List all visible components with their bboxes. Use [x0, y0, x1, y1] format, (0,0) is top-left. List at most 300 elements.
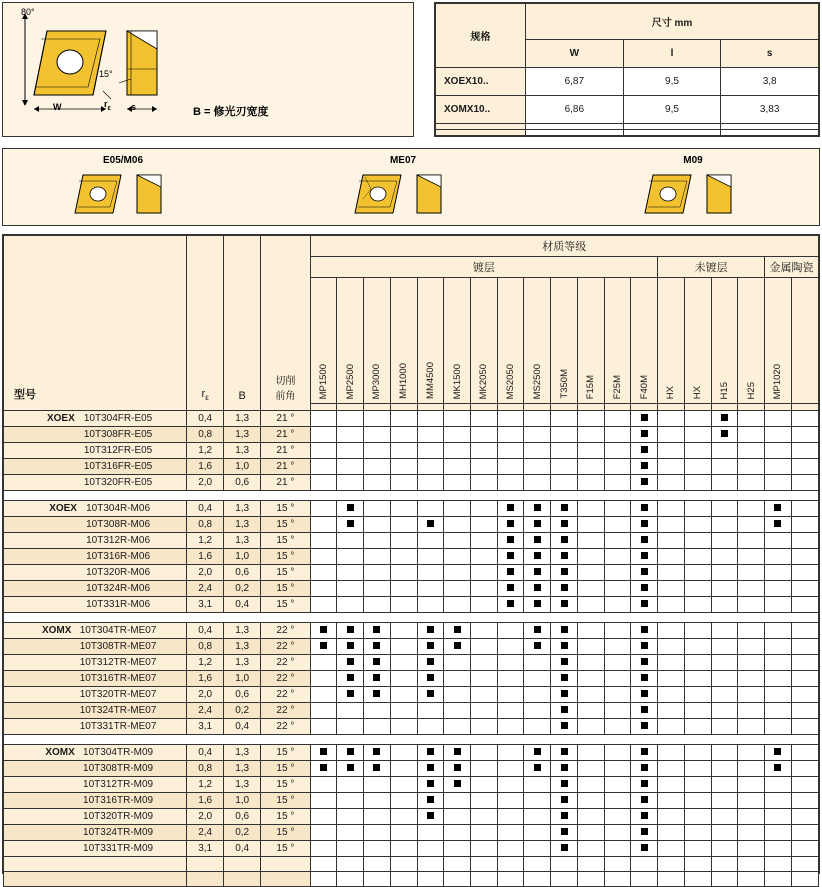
angle-80-label: 80° [21, 7, 35, 17]
cell-grade-mark [417, 719, 444, 735]
cell-grade-mark [417, 533, 444, 549]
cell-grade-mark [524, 793, 551, 809]
cell-grade-mark [497, 745, 524, 761]
cell-b: 1,3 [224, 533, 261, 549]
cell-grade-mark [444, 671, 471, 687]
grade-available-marker [561, 536, 568, 543]
cell-grade-mark [524, 703, 551, 719]
cell-grade-mark [310, 427, 337, 443]
cell-rake: 15 ° [261, 761, 310, 777]
grade-available-marker [454, 780, 461, 787]
grade-available-marker [561, 706, 568, 713]
cell-rake: 22 ° [261, 687, 310, 703]
cell-grade-mark [524, 872, 551, 887]
cell-type-designation: 10T312R-M06 [4, 533, 187, 549]
cell-type-designation: 10T316R-M06 [4, 549, 187, 565]
cell-grade-mark [604, 443, 631, 459]
grade-available-marker [774, 520, 781, 527]
cell-grade-mark [551, 597, 578, 613]
table-row[interactable] [4, 639, 819, 655]
cell-grade-mark [684, 623, 711, 639]
table-row[interactable] [4, 623, 819, 639]
cell-grade-mark [631, 581, 658, 597]
cell-grade-mark [390, 517, 417, 533]
cell-grade-mark [684, 443, 711, 459]
cell-grade-mark [658, 841, 685, 857]
cell-grade-mark [684, 517, 711, 533]
grade-available-marker [347, 658, 354, 665]
cell-grade-mark [497, 549, 524, 565]
cell-grade-mark [658, 687, 685, 703]
cell-grade-mark [417, 687, 444, 703]
cell-grade-mark [711, 687, 738, 703]
cell-grade-mark [444, 687, 471, 703]
grade-available-marker [347, 504, 354, 511]
cell-type-designation: 10T320TR-M09 [4, 809, 187, 825]
cell-grade-mark [364, 501, 391, 517]
cell-grade-mark [444, 655, 471, 671]
cell-grade-mark [524, 825, 551, 841]
cell-grade-mark [604, 517, 631, 533]
col-header-spacer [497, 404, 524, 411]
cell-b: 1,3 [224, 501, 261, 517]
cell-grade-mark [711, 841, 738, 857]
cell-corner-radius: 2,0 [187, 809, 224, 825]
grade-available-marker [373, 642, 380, 649]
angle-15-label: 15° [99, 69, 113, 79]
cell-grade-mark [444, 825, 471, 841]
cell-grade-mark [337, 671, 364, 687]
cell-grade-mark [417, 459, 444, 475]
cell-grade-mark [470, 597, 497, 613]
table-row[interactable] [4, 597, 819, 613]
cell-type-designation [4, 872, 187, 887]
table-row[interactable] [4, 549, 819, 565]
cell-b: 0,6 [224, 565, 261, 581]
grade-available-marker [427, 642, 434, 649]
cell-grade-mark [738, 655, 765, 671]
cell-grade-mark [390, 825, 417, 841]
cell-grade-mark [577, 793, 604, 809]
cell-grade-mark [604, 533, 631, 549]
cell-grade-mark [364, 671, 391, 687]
grade-available-marker [641, 520, 648, 527]
cell-grade-mark [337, 703, 364, 719]
cell-rake: 22 ° [261, 655, 310, 671]
cell-grade-mark [310, 825, 337, 841]
cell-grade-mark [551, 549, 578, 565]
cell-grade-mark [497, 623, 524, 639]
table-row[interactable] [4, 761, 819, 777]
cell-grade-mark [337, 443, 364, 459]
cell-grade-mark [738, 825, 765, 841]
cell-grade-mark [684, 793, 711, 809]
cell-grade-mark [364, 655, 391, 671]
cell-grade-mark [310, 671, 337, 687]
cell-grade-mark [631, 655, 658, 671]
cell-grade-mark [711, 475, 738, 491]
cell-grade-mark [711, 872, 738, 887]
cell-grade-mark [551, 581, 578, 597]
cell-grade-mark [684, 809, 711, 825]
cell-grade-mark [765, 411, 792, 427]
cell-rake: 15 ° [261, 809, 310, 825]
cell-grade-mark [337, 777, 364, 793]
cell-grade-mark [337, 793, 364, 809]
grade-available-marker [507, 520, 514, 527]
cell-b: 0,4 [224, 841, 261, 857]
cell-grade-mark [791, 533, 818, 549]
cell-grade-mark [684, 639, 711, 655]
cell-grade-mark [577, 475, 604, 491]
cell-type-designation: 10T320TR-ME07 [4, 687, 187, 703]
col-header-spacer [658, 404, 685, 411]
grade-available-marker [641, 446, 648, 453]
cell-grade-mark [791, 639, 818, 655]
cell-corner-radius: 1,2 [187, 443, 224, 459]
cell-grade-mark [310, 841, 337, 857]
grade-available-marker [347, 520, 354, 527]
cell-grade-mark [470, 777, 497, 793]
cell-grade-mark [497, 501, 524, 517]
table-row[interactable] [4, 581, 819, 597]
cell-grade-mark [390, 427, 417, 443]
cell-rake: 22 ° [261, 671, 310, 687]
cell-grade-mark [524, 719, 551, 735]
cell-grade-mark [711, 517, 738, 533]
grade-available-marker [641, 504, 648, 511]
cell-b: 1,3 [224, 427, 261, 443]
col-header-grade: MH1000 [390, 278, 417, 404]
cell-grade-mark [551, 719, 578, 735]
cell-grade-mark [765, 872, 792, 887]
cell-type-designation: 10T324TR-M09 [4, 825, 187, 841]
cell-grade-mark [658, 745, 685, 761]
cell-grade-mark [551, 459, 578, 475]
cell-type-designation: 10T316TR-ME07 [4, 671, 187, 687]
cell-grade-mark [524, 777, 551, 793]
cell-type-designation: XOMX 10T304TR-ME07 [4, 623, 187, 639]
cell-grade-mark [524, 581, 551, 597]
grade-available-marker [534, 626, 541, 633]
col-header-grade-group: 材质等级 [310, 236, 818, 257]
cell-grade-mark [470, 549, 497, 565]
cell-grade-mark [604, 719, 631, 735]
cell-grade-mark [791, 581, 818, 597]
cell-grade-mark [631, 745, 658, 761]
col-header-spacer [444, 404, 471, 411]
cell-grade-mark [551, 793, 578, 809]
col-header-cermet: 金属陶瓷 [765, 257, 819, 278]
col-header-grade: MK1500 [444, 278, 471, 404]
cell-grade-mark [444, 459, 471, 475]
grade-available-marker [373, 764, 380, 771]
table-row[interactable] [4, 793, 819, 809]
cell-grade-mark [631, 549, 658, 565]
cell-grade-mark [310, 872, 337, 887]
cell-grade-mark [551, 443, 578, 459]
cell-type-designation: 10T324R-M06 [4, 581, 187, 597]
spec-cell-s: 3,8 [721, 68, 819, 96]
cell-grade-mark [444, 549, 471, 565]
cell-grade-mark [791, 443, 818, 459]
grade-available-marker [454, 748, 461, 755]
cell-type-designation: 10T320FR-E05 [4, 475, 187, 491]
grade-selection-table-wrap [2, 234, 820, 874]
grade-available-marker [561, 642, 568, 649]
spec-col-s: s [721, 40, 819, 68]
col-header-spacer [604, 404, 631, 411]
cell-grade-mark [364, 841, 391, 857]
cell-grade-mark [390, 841, 417, 857]
table-row[interactable] [4, 687, 819, 703]
dim-r-label: $r_\varepsilon$ [104, 99, 111, 112]
cell-grade-mark [310, 411, 337, 427]
cell-grade-mark [631, 777, 658, 793]
grade-available-marker [641, 552, 648, 559]
grade-available-marker [561, 568, 568, 575]
cell-rake: 15 ° [261, 777, 310, 793]
table-row[interactable] [4, 501, 819, 517]
cell-type-designation: 10T308TR-M09 [4, 761, 187, 777]
cell-grade-mark [524, 655, 551, 671]
cell-grade-mark [310, 687, 337, 703]
cell-corner-radius: 3,1 [187, 841, 224, 857]
cell-grade-mark [310, 597, 337, 613]
cell-b: 0,6 [224, 809, 261, 825]
grade-available-marker [561, 600, 568, 607]
cell-grade-mark [631, 719, 658, 735]
cell-grade-mark [524, 687, 551, 703]
cell-type-designation: 10T331R-M06 [4, 597, 187, 613]
grade-available-marker [641, 414, 648, 421]
table-row[interactable] [4, 809, 819, 825]
cell-grade-mark [684, 777, 711, 793]
grade-available-marker [373, 658, 380, 665]
spec-cell-w: 6,86 [526, 96, 624, 124]
cell-grade-mark [364, 411, 391, 427]
cell-grade-mark [631, 501, 658, 517]
cell-grade-mark [765, 793, 792, 809]
cell-grade-mark [658, 623, 685, 639]
table-row[interactable] [4, 745, 819, 761]
table-row[interactable] [4, 565, 819, 581]
cell-grade-mark [738, 411, 765, 427]
cell-grade-mark [390, 501, 417, 517]
cell-grade-mark [631, 459, 658, 475]
cell-rake: 22 ° [261, 719, 310, 735]
cell-grade-mark [551, 809, 578, 825]
table-row[interactable] [4, 671, 819, 687]
cell-grade-mark [337, 475, 364, 491]
cell-corner-radius: 0,8 [187, 517, 224, 533]
cell-grade-mark [390, 581, 417, 597]
table-row[interactable] [4, 655, 819, 671]
cell-grade-mark [631, 533, 658, 549]
grade-available-marker [534, 642, 541, 649]
cell-grade-mark [470, 841, 497, 857]
cell-grade-mark [577, 761, 604, 777]
cell-grade-mark [551, 687, 578, 703]
cell-grade-mark [765, 581, 792, 597]
cell-grade-mark [577, 841, 604, 857]
col-header-type: 型号 [4, 236, 187, 411]
cell-empty [261, 857, 310, 872]
cell-grade-mark [497, 777, 524, 793]
cell-grade-mark [658, 719, 685, 735]
cell-grade-mark [604, 581, 631, 597]
table-row[interactable] [4, 703, 819, 719]
cell-grade-mark [577, 703, 604, 719]
cell-grade-mark [791, 411, 818, 427]
cell-grade-mark [711, 655, 738, 671]
grade-available-marker [427, 520, 434, 527]
cell-grade-mark [631, 597, 658, 613]
table-row[interactable] [4, 443, 819, 459]
cell-grade-mark [310, 857, 337, 872]
cell-grade-mark [577, 501, 604, 517]
cell-corner-radius: 0,8 [187, 639, 224, 655]
cell-grade-mark [791, 872, 818, 887]
spec-cell-w: 6,87 [526, 68, 624, 96]
cell-grade-mark [577, 443, 604, 459]
grade-available-marker [427, 812, 434, 819]
cell-grade-mark [417, 809, 444, 825]
cell-grade-mark [604, 459, 631, 475]
cell-grade-mark [524, 809, 551, 825]
dim-s-label: s [131, 102, 137, 112]
table-row[interactable] [4, 427, 819, 443]
cell-grade-mark [765, 517, 792, 533]
table-row[interactable] [4, 517, 819, 533]
table-row[interactable] [4, 777, 819, 793]
table-row[interactable] [4, 533, 819, 549]
cell-grade-mark [364, 745, 391, 761]
grade-available-marker [534, 520, 541, 527]
cell-grade-mark [577, 411, 604, 427]
table-row[interactable] [4, 411, 819, 427]
col-header-spacer [390, 404, 417, 411]
cell-grade-mark [470, 411, 497, 427]
grade-available-marker [534, 748, 541, 755]
cell-grade-mark [417, 597, 444, 613]
cell-grade-mark [658, 475, 685, 491]
cell-grade-mark [390, 745, 417, 761]
cell-grade-mark [765, 597, 792, 613]
table-row[interactable] [4, 841, 819, 857]
col-header-grade [791, 278, 818, 404]
geometry-label: E05/M06 [102, 155, 144, 166]
col-header-grade: MP2500 [337, 278, 364, 404]
grade-available-marker [347, 642, 354, 649]
cell-grade-mark [310, 517, 337, 533]
cell-grade-mark [524, 745, 551, 761]
geometry-strip-panel [2, 148, 820, 226]
cell-b: 1,3 [224, 443, 261, 459]
grade-available-marker [561, 626, 568, 633]
cell-type-designation: 10T320R-M06 [4, 565, 187, 581]
cell-grade-mark [337, 809, 364, 825]
cell-grade-mark [364, 761, 391, 777]
col-header-spacer [551, 404, 578, 411]
grade-available-marker [507, 568, 514, 575]
cell-grade-mark [390, 459, 417, 475]
spec-cell-l: 9,5 [623, 68, 721, 96]
cell-grade-mark [497, 761, 524, 777]
cell-grade-mark [791, 777, 818, 793]
cell-grade-mark [390, 443, 417, 459]
cell-grade-mark [310, 549, 337, 565]
geometry-item-m09 [603, 149, 783, 225]
cell-b: 1,3 [224, 411, 261, 427]
cell-grade-mark [390, 809, 417, 825]
cell-corner-radius: 0,4 [187, 411, 224, 427]
cell-grade-mark [711, 565, 738, 581]
grade-available-marker [427, 626, 434, 633]
cell-grade-mark [417, 671, 444, 687]
cell-b: 0,6 [224, 475, 261, 491]
cell-grade-mark [604, 745, 631, 761]
cell-grade-mark [444, 703, 471, 719]
cell-grade-mark [658, 549, 685, 565]
cell-grade-mark [711, 581, 738, 597]
cell-corner-radius: 2,0 [187, 565, 224, 581]
cell-b: 1,3 [224, 639, 261, 655]
grade-available-marker [427, 658, 434, 665]
cell-grade-mark [417, 777, 444, 793]
grade-available-marker [507, 504, 514, 511]
cell-grade-mark [684, 745, 711, 761]
cell-grade-mark [470, 719, 497, 735]
cell-grade-mark [444, 517, 471, 533]
col-header-spacer [417, 404, 444, 411]
cell-type-designation: 10T308TR-ME07 [4, 639, 187, 655]
cell-rake: 15 ° [261, 581, 310, 597]
cell-grade-mark [524, 427, 551, 443]
grade-available-marker [320, 764, 327, 771]
col-header-grade: HX [658, 278, 685, 404]
cell-grade-mark [444, 501, 471, 517]
cell-grade-mark [631, 809, 658, 825]
cell-grade-mark [417, 857, 444, 872]
table-row[interactable] [4, 825, 819, 841]
cell-grade-mark [631, 825, 658, 841]
cell-grade-mark [337, 761, 364, 777]
cell-b: 1,3 [224, 777, 261, 793]
cell-b: 0,6 [224, 687, 261, 703]
group-spacer-row [4, 735, 819, 745]
cell-type-designation: 10T312TR-ME07 [4, 655, 187, 671]
grade-available-marker [561, 812, 568, 819]
spec-col-l: l [623, 40, 721, 68]
cell-rake: 15 ° [261, 745, 310, 761]
table-row[interactable] [4, 719, 819, 735]
cell-b: 1,3 [224, 761, 261, 777]
cell-grade-mark [684, 411, 711, 427]
grade-available-marker [427, 690, 434, 697]
cell-grade-mark [604, 655, 631, 671]
table-row-empty [4, 857, 819, 872]
grade-available-marker [534, 536, 541, 543]
cell-grade-mark [364, 565, 391, 581]
cell-corner-radius: 2,0 [187, 475, 224, 491]
table-row[interactable] [4, 459, 819, 475]
cell-type-designation: XOEX 10T304R-M06 [4, 501, 187, 517]
cell-corner-radius: 1,6 [187, 671, 224, 687]
cell-grade-mark [310, 623, 337, 639]
table-row[interactable] [4, 475, 819, 491]
cell-rake: 22 ° [261, 623, 310, 639]
